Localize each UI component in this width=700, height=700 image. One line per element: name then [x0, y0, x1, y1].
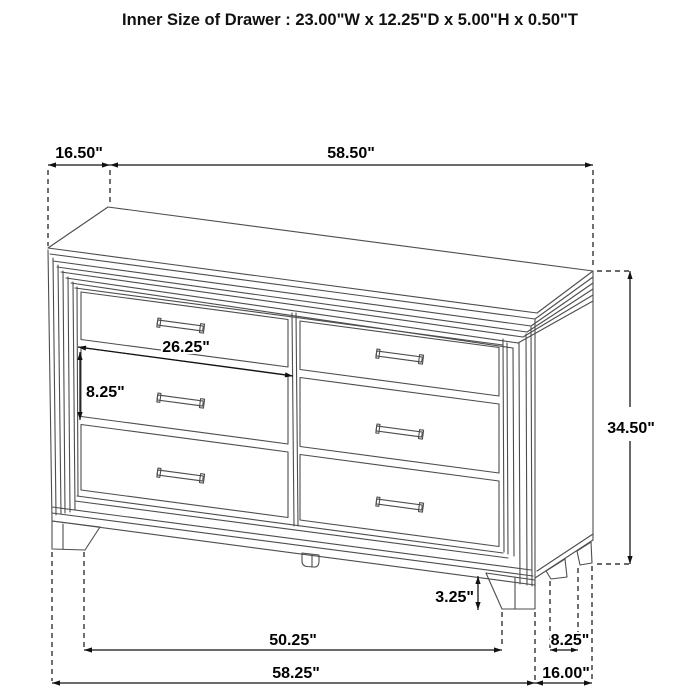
- dresser-top-face: [48, 207, 593, 319]
- dresser-drawers: [81, 292, 499, 547]
- dresser-legs: [52, 521, 592, 609]
- dresser-front-frame: [48, 250, 535, 587]
- dimension-overall-height: [597, 271, 655, 564]
- dimension-side-leg-span: [550, 632, 589, 652]
- dim-label-base-width: 58.25": [272, 665, 320, 682]
- handle: [157, 393, 205, 408]
- front-right-leg: [486, 573, 535, 609]
- dim-label-overall-height: 34.50": [607, 420, 655, 437]
- dim-label-base-depth: 16.00": [542, 665, 590, 682]
- dim-label-top-width: 58.50": [327, 145, 375, 162]
- dresser-drawing: [48, 207, 593, 609]
- dim-label-leg-height: 3.25": [435, 589, 474, 606]
- dimension-base-width: [52, 665, 535, 686]
- dim-label-top-depth: 16.50": [55, 145, 103, 162]
- dim-label-side-leg-span: 8.25": [550, 632, 590, 649]
- front-left-leg: [52, 521, 100, 550]
- dimension-base-depth: [535, 665, 592, 686]
- dimension-top-depth-and-width: [48, 145, 593, 267]
- handle: [376, 424, 424, 439]
- handle: [157, 318, 205, 333]
- drawer-left-3: [81, 425, 288, 518]
- handle: [376, 497, 424, 512]
- dimension-drawer-opening-width: [78, 339, 293, 377]
- drawer-right-3: [300, 455, 499, 547]
- dimension-front-leg-inner-span: [84, 632, 502, 653]
- bottom-extension-lines: [52, 552, 592, 681]
- handle: [157, 468, 205, 483]
- dresser-cornice: [53, 261, 593, 348]
- side-front-leg: [546, 559, 567, 579]
- handle: [376, 349, 424, 364]
- dimension-drawer-front-height: [77, 352, 124, 420]
- dimension-leg-height: [435, 576, 480, 610]
- dim-label-front-leg-inner-span: 50.25": [269, 632, 317, 649]
- dim-label-drawer-front-height: 8.25": [86, 384, 125, 401]
- drawer-right-1: [300, 321, 499, 396]
- dim-label-drawer-opening-width: 26.25": [162, 339, 210, 356]
- page-title: Inner Size of Drawer : 23.00"W x 12.25"D x 5.00"H x 0.50"T: [122, 11, 578, 29]
